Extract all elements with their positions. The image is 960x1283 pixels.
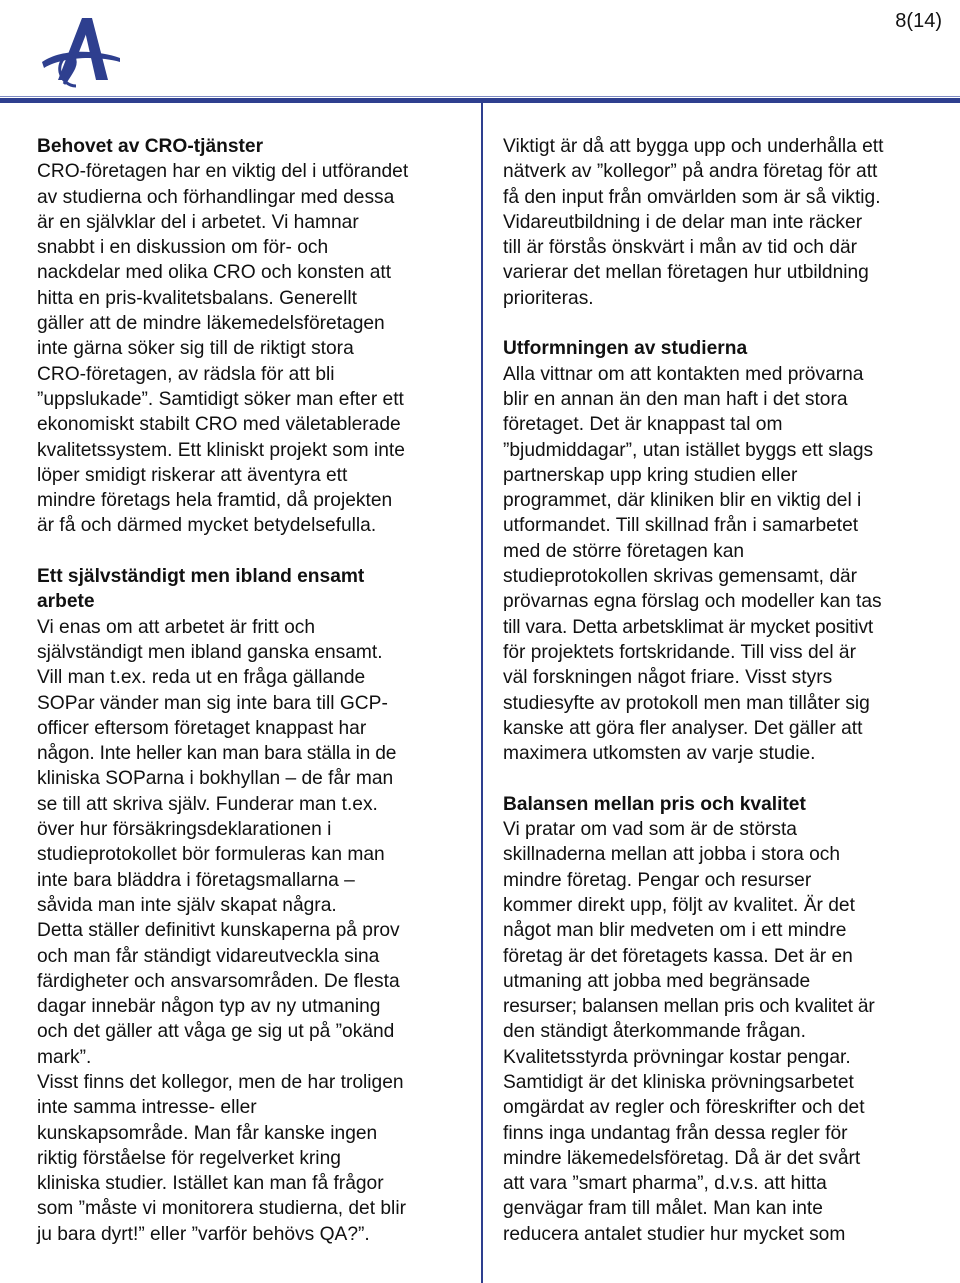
text-line: nätverk av ”kollegor” på andra företag för att [503, 161, 878, 183]
text-line: Vi enas om att arbetet är fritt och [37, 616, 316, 638]
text-line: är få och därmed mycket betydelsefulla. [37, 515, 377, 537]
text-line: och det gäller att våga ge sig ut på ”okänd [37, 1021, 395, 1043]
section-body-price-quality [503, 817, 933, 1247]
text-line: omgärdat av regler och föreskrifter och det [503, 1097, 865, 1119]
text-line: kliniska SOParna i bokhyllan – de får man [37, 768, 394, 790]
section-heading-cro-services: Behovet av CRO-tjänster [37, 136, 264, 157]
stylized-letter-a-logo-icon [38, 14, 124, 90]
text-line: Samtidigt är det kliniska prövningsarbetet [503, 1071, 854, 1093]
text-line: för projektets fortskridande. Till viss del är [503, 641, 856, 663]
text-line: varierar det mellan företagen hur utbildning [503, 262, 869, 284]
text-line: den ständigt återkommande frågan. [503, 1021, 806, 1043]
text-line: gäller att de mindre läkemedelsföretagen [37, 313, 385, 335]
text-line: ”bjudmiddagar”, utan istället byggs ett slags [503, 439, 874, 461]
text-line: är en självklar del i arbetet. Vi hamnar [37, 211, 359, 233]
text-line: CRO-företagen, av rädsla för att bli [37, 363, 335, 385]
text-line: genvägar fram till målet. Man kan inte [503, 1198, 823, 1220]
text-line: någon. Inte heller kan man bara ställa in de [37, 743, 397, 765]
text-line: mark”. [37, 1046, 92, 1068]
text-line: ju bara dyrt!” eller ”varför behövs QA?”. [37, 1223, 370, 1245]
text-line: reducera antalet studier hur mycket som [503, 1223, 846, 1245]
text-line: partnerskap upp kring studien eller [503, 464, 798, 486]
section-heading-independent-work-cont: arbete [37, 591, 95, 613]
text-line: programmet, där kliniken blir en viktig del i [503, 490, 862, 512]
text-line: studiesyfte av protokoll men man tillåter sig [503, 692, 870, 714]
text-line: väl forskningen något friare. Visst styrs [503, 667, 833, 689]
paragraph-gap [503, 766, 933, 791]
paragraph-gap [503, 311, 933, 336]
text-line: officer eftersom företaget knappast har [37, 717, 367, 739]
text-line: något man blir medveten om i ett mindre [503, 920, 847, 942]
text-line: studieprotokollen skrivas gemensamt, där [503, 566, 858, 588]
text-line: Detta ställer definitivt kunskaperna på prov [37, 920, 400, 942]
text-line: mindre läkemedelsföretag. Då är det svårt [503, 1147, 861, 1169]
header-rule [0, 92, 960, 102]
text-line: självständigt men ibland ganska ensamt. [37, 641, 383, 663]
text-line: utformandet. Till skillnad från i samarbetet [503, 515, 859, 537]
text-line: inte bara bläddra i företagsmallarna – [37, 869, 355, 891]
text-line: hitta en pris-kvalitetsbalans. Generellt [37, 287, 357, 309]
section-body-study-design [503, 362, 933, 767]
text-line: finns inga undantag från dessa regler för [503, 1122, 848, 1144]
text-line: mindre företag. Pengar och resurser [503, 869, 812, 891]
section-heading-price-quality: Balansen mellan pris och kvalitet [503, 793, 806, 815]
text-line: företag är det företagets kassa. Det är en [503, 945, 853, 967]
text-line: resurser; balansen mellan pris och kvalitet är [503, 996, 875, 1018]
text-line: kunskapsområde. Man får kanske ingen [37, 1122, 378, 1144]
text-line: Alla vittnar om att kontakten med prövarna [503, 363, 864, 385]
text-line: såvida man inte själv skapat några. [37, 894, 337, 916]
text-line: till vara. Detta arbetsklimat är mycket positivt [503, 616, 873, 638]
text-line: löper smidigt riskerar att äventyra ett [37, 464, 348, 486]
text-line: Vidareutbildning i de delar man inte räcker [503, 211, 863, 233]
section-heading-study-design: Utformningen av studierna [503, 338, 748, 360]
text-line: prövarnas egna förslag och modeller kan tas [503, 591, 882, 613]
text-line: ekonomiskt stabilt CRO med väletablerade [37, 414, 401, 436]
text-line: dagar innebär någon typ av ny utmaning [37, 996, 381, 1018]
text-line: att vara ”smart pharma”, d.v.s. att hitta [503, 1173, 827, 1195]
text-line: SOPar vänder man sig inte bara till GCP- [37, 692, 388, 714]
text-line: Vill man t.ex. reda ut en fråga gällande [37, 667, 366, 689]
text-line: CRO-företagen har en viktig del i utförandet [37, 161, 409, 183]
section-heading-independent-work: Ett självständigt men ibland ensamt [37, 566, 365, 588]
section-body-cro-services [37, 159, 451, 538]
text-line: ”uppslukade”. Samtidigt söker man efter ett [37, 388, 404, 410]
text-line: över hur försäkringsdeklarationen i [37, 819, 332, 841]
page-number: 8(14) [895, 10, 942, 32]
text-line: Visst finns det kollegor, men de har troligen [37, 1071, 404, 1093]
left-column [37, 134, 451, 1247]
text-line: och man får ständigt vidareutveckla sina [37, 945, 380, 967]
section-body-independent-work [37, 615, 451, 1247]
text-line: snabbt i en diskussion om för- och [37, 237, 329, 259]
text-line: Viktigt är då att bygga upp och underhålla ett [503, 136, 884, 157]
section-body-network [503, 134, 933, 311]
text-line: Kvalitetsstyrda prövningar kostar pengar. [503, 1046, 851, 1068]
text-line: företaget. Det är knappast tal om [503, 414, 783, 436]
column-divider [481, 102, 483, 1283]
text-line: inte samma intresse- eller [37, 1097, 257, 1119]
text-line: kvalitetssystem. Ett kliniskt projekt som inte [37, 439, 405, 461]
text-line: kommer direkt upp, följt av kvalitet. Är det [503, 894, 855, 916]
text-line: utmaning att jobba med begränsade [503, 970, 811, 992]
text-line: blir en annan än den man haft i det stora [503, 388, 848, 410]
paragraph-gap [37, 539, 451, 564]
right-column [503, 134, 933, 1247]
text-line: maximera utkomsten av varje studie. [503, 743, 816, 765]
text-line: riktig förståelse för regelverket kring [37, 1147, 341, 1169]
text-line: prioriteras. [503, 287, 594, 309]
text-line: Vi pratar om vad som är de största [503, 819, 797, 841]
text-line: färdigheter och ansvarsområden. De flesta [37, 970, 400, 992]
text-line: få den input från omvärlden som är så viktig. [503, 186, 881, 208]
text-line: nackdelar med olika CRO och konsten att [37, 262, 392, 284]
text-line: se till att skriva själv. Funderar man t.ex. [37, 793, 378, 815]
text-line: mindre företags hela framtid, då projekten [37, 490, 393, 512]
text-line: med de större företagen kan [503, 540, 745, 562]
text-line: kanske att göra fler analyser. Det gäller att [503, 717, 863, 739]
text-line: studieprotokollet bör formuleras kan man [37, 844, 385, 866]
text-line: skillnaderna mellan att jobba i stora och [503, 844, 841, 866]
text-line: till är förstås önskvärt i mån av tid och där [503, 237, 858, 259]
text-line: av studierna och förhandlingar med dessa [37, 186, 395, 208]
text-line: inte gärna söker sig till de riktigt stora [37, 338, 354, 360]
text-line: kliniska studier. Istället kan man få frågor [37, 1173, 384, 1195]
text-line: som ”måste vi monitorera studierna, det blir [37, 1198, 406, 1220]
